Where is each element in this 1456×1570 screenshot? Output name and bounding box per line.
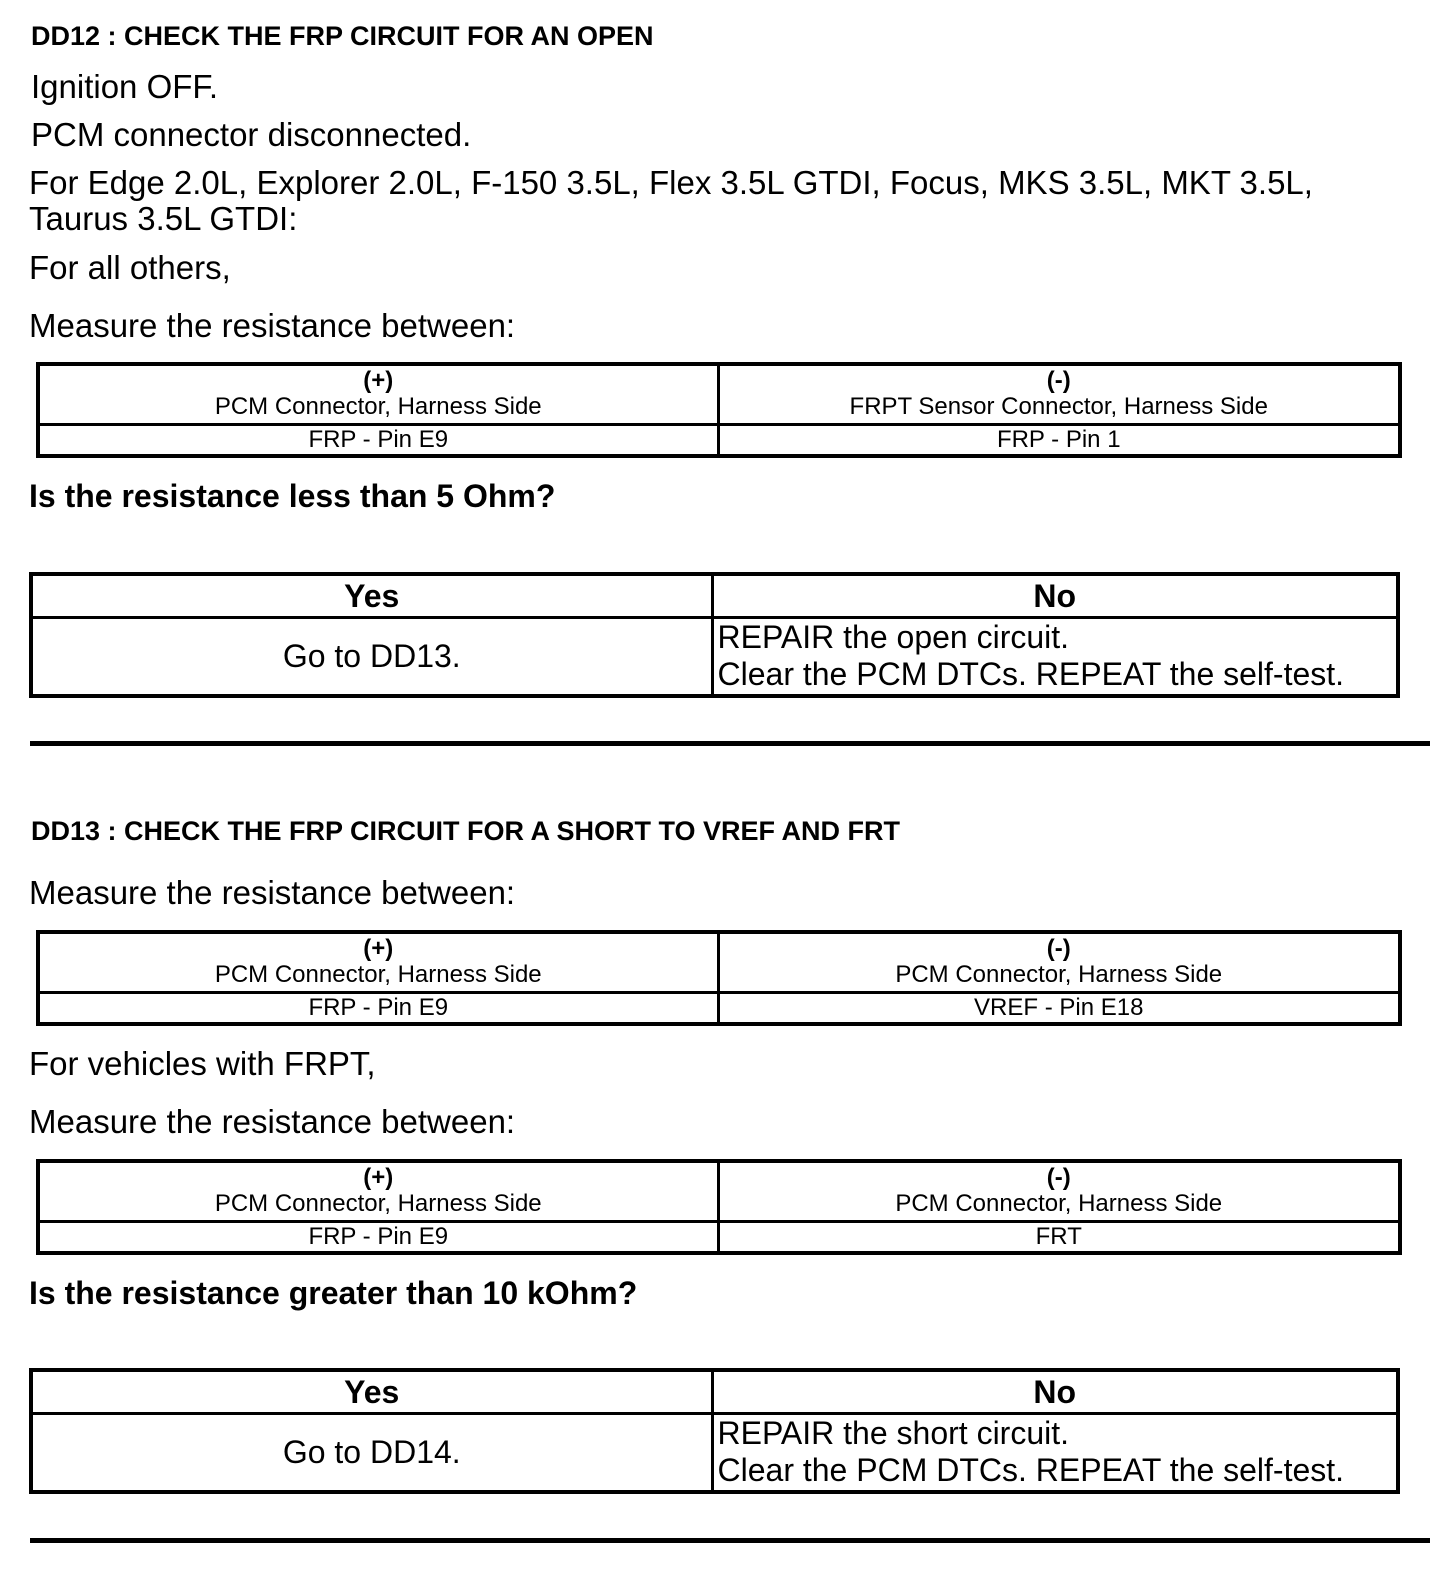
section-divider bbox=[30, 741, 1430, 746]
dd13-positive-header-cell-2 bbox=[38, 1161, 718, 1221]
dd13-line-measure-2: Measure the resistance between: bbox=[29, 1103, 516, 1140]
dd13-positive-header-cell bbox=[38, 932, 718, 992]
dd12-line-measure: Measure the resistance between: bbox=[29, 307, 516, 344]
dd12-no-action bbox=[712, 618, 1398, 696]
dd12-positive-header-cell bbox=[38, 364, 718, 424]
dd12-line-ignition: Ignition OFF. bbox=[31, 68, 219, 105]
dd13-no-action-line-2: Clear the PCM DTCs. REPEAT the self-test. bbox=[717, 1452, 1345, 1489]
dd12-negative-header-cell bbox=[718, 364, 1400, 424]
dd13-no-action bbox=[712, 1414, 1398, 1492]
dd12-no-header: No bbox=[712, 574, 1398, 618]
negative-sign: (-) bbox=[1046, 367, 1071, 395]
dd12-line-all-others: For all others, bbox=[29, 249, 231, 286]
positive-connector-label: PCM Connector, Harness Side bbox=[214, 393, 542, 421]
dd13-positive-pin: FRP - Pin E9 bbox=[38, 992, 718, 1024]
dd13-yes-header: Yes bbox=[31, 1370, 712, 1414]
dd13-line-measure: Measure the resistance between: bbox=[29, 874, 516, 911]
section-divider-bottom bbox=[30, 1538, 1430, 1543]
positive-sign: (+) bbox=[363, 367, 394, 395]
negative-connector-label: PCM Connector, Harness Side bbox=[895, 1190, 1223, 1218]
dd12-question: Is the resistance less than 5 Ohm? bbox=[29, 478, 556, 514]
dd12-line-connector: PCM connector disconnected. bbox=[31, 116, 472, 153]
positive-connector-label: PCM Connector, Harness Side bbox=[214, 961, 542, 989]
dd13-measure-table-vref bbox=[36, 930, 1402, 1026]
dd12-line-vehicles-cont: Taurus 3.5L GTDI: bbox=[29, 200, 298, 237]
negative-sign: (-) bbox=[1046, 1164, 1071, 1192]
dd13-negative-header-cell bbox=[718, 932, 1400, 992]
dd12-no-action-line-2: Clear the PCM DTCs. REPEAT the self-test. bbox=[717, 656, 1345, 693]
dd12-line-vehicles: For Edge 2.0L, Explorer 2.0L, F-150 3.5L, Flex 3.5L GTDI, Focus, MKS 3.5L, MKT 3.5L, bbox=[29, 164, 1313, 201]
dd13-negative-header-cell-2 bbox=[718, 1161, 1400, 1221]
dd13-no-header: No bbox=[712, 1370, 1398, 1414]
dd12-negative-pin: FRP - Pin 1 bbox=[718, 424, 1400, 456]
dd12-step-title: DD12 : CHECK THE FRP CIRCUIT FOR AN OPEN bbox=[31, 21, 654, 51]
positive-connector-label: PCM Connector, Harness Side bbox=[214, 1190, 542, 1218]
negative-connector-label: FRPT Sensor Connector, Harness Side bbox=[849, 393, 1268, 421]
dd13-yes-action: Go to DD14. bbox=[31, 1414, 712, 1492]
dd12-yes-action: Go to DD13. bbox=[31, 618, 712, 696]
dd13-no-action-line-1: REPAIR the short circuit. bbox=[717, 1415, 1070, 1452]
positive-sign: (+) bbox=[363, 1164, 394, 1192]
dd12-measure-table bbox=[36, 362, 1402, 458]
dd12-answer-table bbox=[29, 572, 1400, 698]
negative-sign: (-) bbox=[1046, 935, 1071, 963]
negative-connector-label: PCM Connector, Harness Side bbox=[895, 961, 1223, 989]
dd13-question: Is the resistance greater than 10 kOhm? bbox=[29, 1275, 638, 1311]
dd12-yes-header: Yes bbox=[31, 574, 712, 618]
positive-sign: (+) bbox=[363, 935, 394, 963]
dd13-positive-pin-2: FRP - Pin E9 bbox=[38, 1221, 718, 1253]
dd13-frpt-note: For vehicles with FRPT, bbox=[29, 1045, 376, 1082]
dd12-positive-pin: FRP - Pin E9 bbox=[38, 424, 718, 456]
dd13-measure-table-frt bbox=[36, 1159, 1402, 1255]
dd13-step-title: DD13 : CHECK THE FRP CIRCUIT FOR A SHORT TO VREF AND FRT bbox=[31, 816, 901, 846]
dd12-no-action-line-1: REPAIR the open circuit. bbox=[717, 619, 1070, 656]
dd13-negative-pin-2: FRT bbox=[718, 1221, 1400, 1253]
dd13-negative-pin: VREF - Pin E18 bbox=[718, 992, 1400, 1024]
dd13-answer-table bbox=[29, 1368, 1400, 1494]
